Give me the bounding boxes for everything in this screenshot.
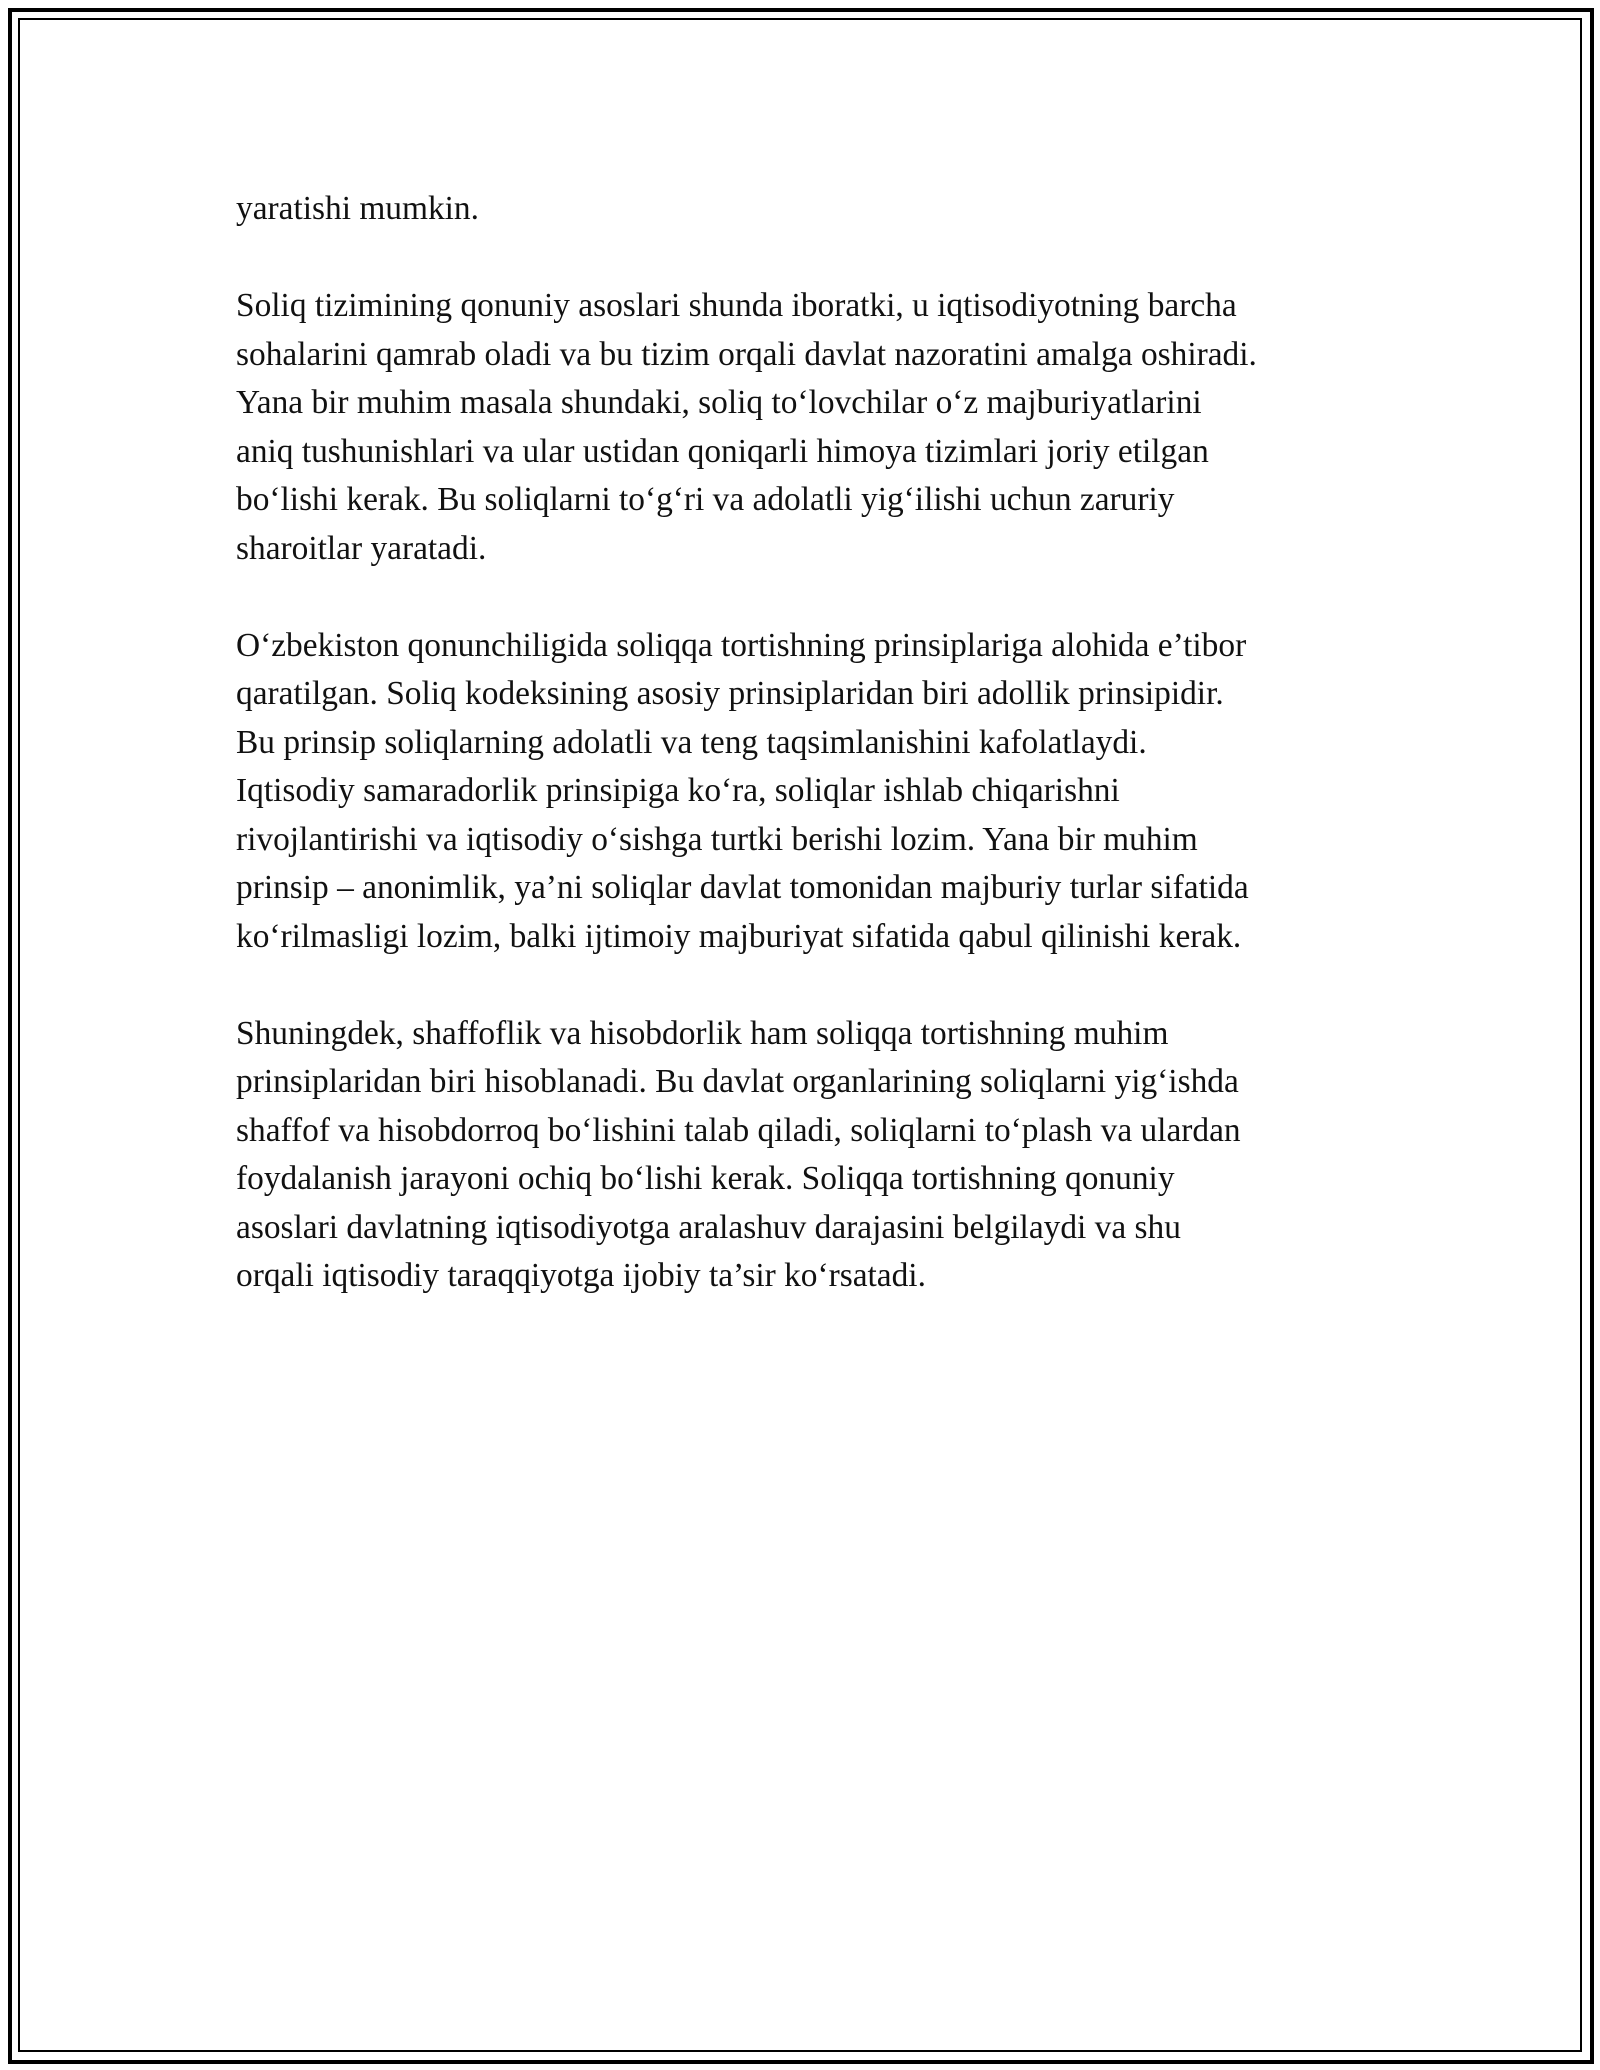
text-line: prinsip – anonimlik, ya’ni soliqlar davlat tomonidan majburiy turlar sifatida [236,869,1249,906]
text-line: Bu prinsip soliqlarning adolatli va teng taqsimlanishini kafolatlaydi. [236,723,1147,761]
paragraph [236,1010,1386,1301]
text-line: ko‘rilmasligi lozim, balki ijtimoiy majburiyat sifatida qabul qilinishi kerak. [236,917,1242,955]
text-line: foydalanish jarayoni ochiq bo‘lishi kerak. Soliqqa tortishning qonuniy [236,1160,1175,1197]
text-line: shaffof va hisobdorroq bo‘lishini talab qiladi, soliqlarni to‘plash va ulardan [236,1111,1241,1149]
text-line: yaratishi mumkin. [236,190,479,227]
text-line: Soliq tizimining qonuniy asoslari shunda iboratki, u iqtisodiyotning barcha [236,287,1237,324]
text-line: Iqtisodiy samaradorlik prinsipiga ko‘ra, soliqlar ishlab chiqarishni [236,772,1120,809]
document-body [236,185,1386,1349]
text-line: aniq tushunishlari va ular ustidan qoniqarli himoya tizimlari joriy etilgan [236,432,1209,470]
text-line: asoslari davlatning iqtisodiyotga aralashuv darajasini belgilaydi va shu [236,1208,1181,1246]
text-line: qaratilgan. Soliq kodeksining asosiy prinsiplaridan biri adollik prinsipidir. [236,675,1224,712]
paragraph [236,185,1386,234]
paragraph [236,622,1386,962]
text-line: orqali iqtisodiy taraqqiyotga ijobiy ta’sir ko‘rsatadi. [236,1257,926,1294]
paragraph [236,282,1386,573]
text-line: prinsiplaridan biri hisoblanadi. Bu davlat organlarining soliqlarni yig‘ishda [236,1063,1239,1100]
text-line: sohalarini qamrab oladi va bu tizim orqali davlat nazoratini amalga oshiradi. [236,335,1257,373]
text-line: Shuningdek, shaffoflik va hisobdorlik ham soliqqa tortishning muhim [236,1014,1169,1052]
text-line: Yana bir muhim masala shundaki, soliq to‘lovchilar o‘z majburiyatlarini [236,384,1202,421]
text-line: bo‘lishi kerak. Bu soliqlarni to‘g‘ri va adolatli yig‘ilishi uchun zaruriy [236,481,1175,518]
text-line: sharoitlar yaratadi. [236,529,487,567]
text-line: O‘zbekiston qonunchiligida soliqqa tortishning prinsiplariga alohida e’tibor [236,626,1247,664]
text-line: rivojlantirishi va iqtisodiy o‘sishga turtki berishi lozim. Yana bir muhim [236,820,1198,858]
